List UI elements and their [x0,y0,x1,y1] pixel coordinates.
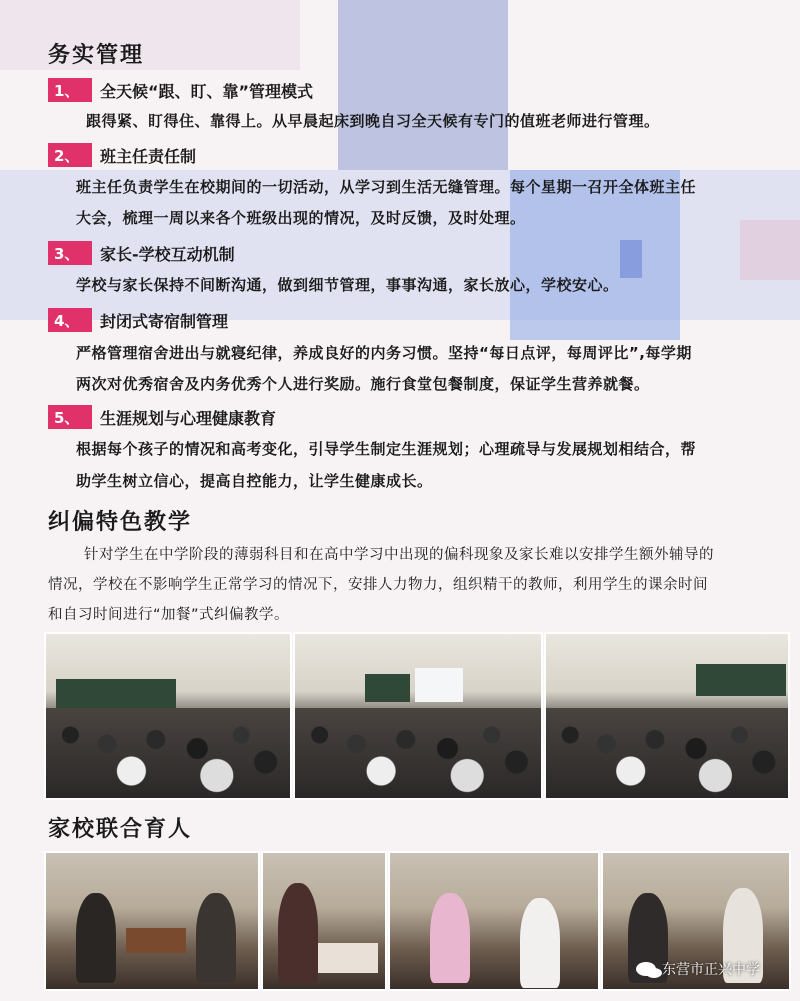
home-visit-photo [261,851,387,991]
bg-block [620,240,642,278]
bg-block [0,0,300,70]
item-text: 大会，梳理一周以来各个班级出现的情况，及时反馈，及时处理。 [76,209,526,227]
item-number-badge: 1、 [48,78,92,102]
item-head-4 [48,308,228,332]
item-text: 助学生树立信心，提高自控能力，让学生健康成长。 [76,472,433,490]
section-title-correction: 纠偏特色教学 [48,510,193,535]
item-number-badge: 3、 [48,241,92,265]
item-title: 生涯规划与心理健康教育 [100,408,277,428]
bg-block [338,0,508,170]
section-title-family: 家校联合育人 [48,817,193,842]
item-text: 严格管理宿舍进出与就寝纪律，养成良好的内务习惯。坚持“每日点评，每周评比”,每学期 [76,344,692,362]
item-head-2 [48,143,196,167]
item-number-badge: 2、 [48,143,92,167]
classroom-photo [44,632,292,800]
item-title: 班主任责任制 [100,146,197,166]
item-title: 家长-学校互动机制 [100,244,235,264]
bg-block [740,220,800,280]
item-head-5 [48,405,276,429]
item-text: 学校与家长保持不间断沟通，做到细节管理，事事沟通，家长放心，学校安心。 [76,276,619,294]
item-text: 两次对优秀宿舍及内务优秀个人进行奖励。施行食堂包餐制度，保证学生营养就餐。 [76,375,650,393]
section-text: 和自习时间进行“加餐”式纠偏教学。 [48,607,290,623]
watermark [636,959,760,979]
classroom-photo [544,632,790,800]
item-text: 跟得紧、盯得住、靠得上。从早晨起床到晚自习全天候有专门的值班老师进行管理。 [86,112,660,130]
classroom-photo [293,632,543,800]
home-visit-photo [388,851,600,991]
watermark-text: 东营市正兴中学 [662,962,760,978]
item-head-3 [48,241,235,265]
item-number-badge: 4、 [48,308,92,332]
item-text: 班主任负责学生在校期间的一切活动，从学习到生活无缝管理。每个星期一召开全体班主任 [76,178,697,196]
home-visit-photo [44,851,260,991]
item-head-1 [48,78,313,102]
wechat-icon [636,962,656,976]
item-number-badge: 5、 [48,405,92,429]
section-title-management: 务实管理 [48,43,145,68]
item-title: 封闭式寄宿制管理 [100,311,229,331]
item-text: 根据每个孩子的情况和高考变化，引导学生制定生涯规划；心理疏导与发展规划相结合，帮 [76,440,697,458]
section-text: 情况，学校在不影响学生正常学习的情况下，安排人力物力，组织精干的教师，利用学生的课余时间 [48,577,708,593]
item-title: 全天候“跟、盯、靠”管理模式 [100,81,314,101]
section-text: 针对学生在中学阶段的薄弱科目和在高中学习中出现的偏科现象及家长难以安排学生额外辅导的 [84,547,714,563]
